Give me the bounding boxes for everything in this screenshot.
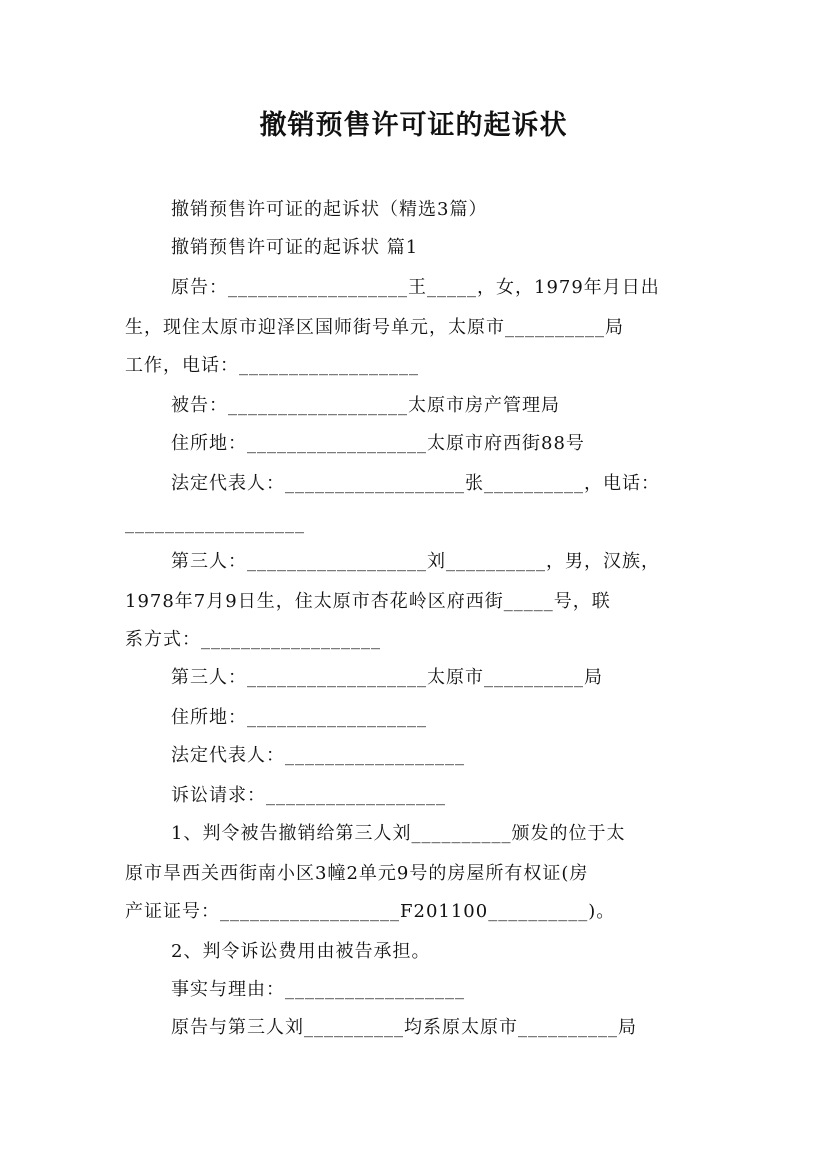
paragraph-line: 1978年7月9日生，住太原市杏花岭区府西街_____号，联 [125,591,611,612]
paragraph-line: 工作，电话：__________________ [125,355,419,376]
paragraph-line: 原告与第三人刘__________均系原太原市__________局 [171,1017,637,1038]
paragraph-line: 事实与理由：__________________ [171,979,465,1000]
paragraph-line: 诉讼请求：__________________ [171,785,446,806]
document-title: 撤销预售许可证的起诉状 [259,110,568,141]
paragraph-line: 法定代表人：__________________ [171,745,465,766]
paragraph-line: 住所地：__________________ [171,707,427,728]
paragraph-line: 第三人：__________________太原市__________局 [171,667,603,688]
paragraph-line: 原告：__________________王_____，女，1979年月日出 [171,277,660,298]
paragraph-line: 原市旱西关西街南小区3幢2单元9号的房屋所有权证(房 [125,863,589,884]
paragraph-line: 系方式：__________________ [125,629,381,650]
section-heading: 撤销预售许可证的起诉状 篇1 [171,237,419,258]
paragraph-line: 法定代表人：__________________张__________，电话： [171,473,660,494]
paragraph-line: 1、判令被告撤销给第三人刘__________颁发的位于太 [171,823,626,844]
paragraph-line: 被告：__________________太原市房产管理局 [171,395,560,416]
paragraph-line: 产证证号：__________________F201100__________)。 [125,901,616,922]
paragraph-line: 生，现住太原市迎泽区国师街号单元，太原市__________局 [125,317,624,338]
paragraph-line: 住所地：__________________太原市府西街88号 [171,433,585,454]
subtitle-line: 撤销预售许可证的起诉状（精选3篇） [171,199,488,220]
paragraph-line: 第三人：__________________刘__________，男，汉族， [171,551,660,572]
paragraph-line: 2、判令诉讼费用由被告承担。 [171,941,431,962]
paragraph-line: __________________ [125,513,305,534]
